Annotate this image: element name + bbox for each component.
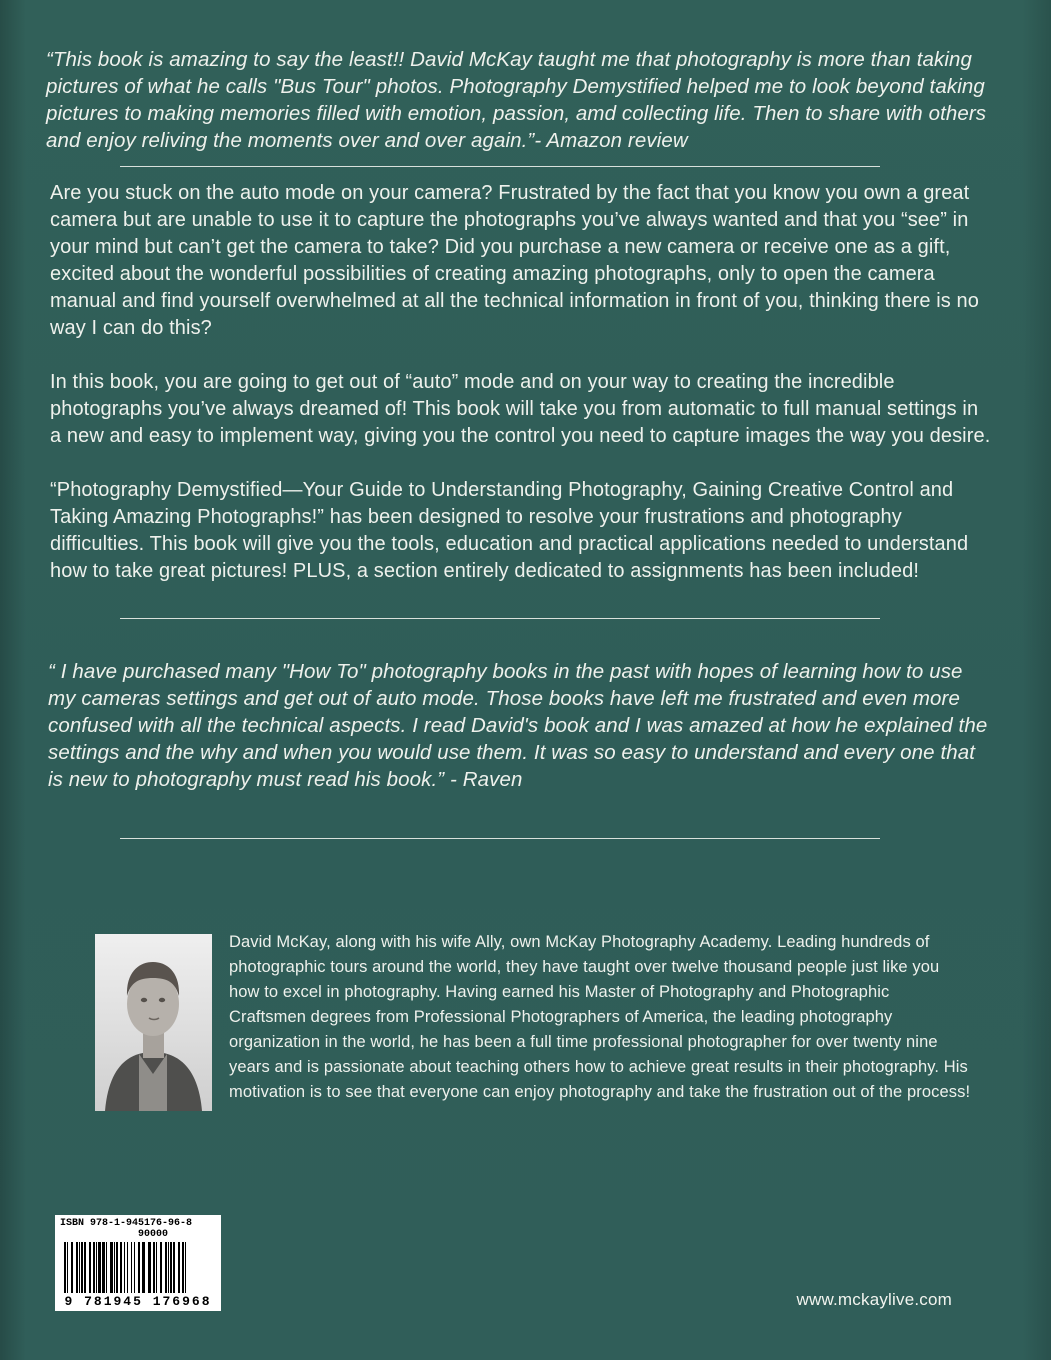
barcode-bars [60,1242,216,1293]
divider [120,166,880,167]
description-paragraph-2: In this book, you are going to get out of “auto” mode and on your way to creating the incredible photographs you’ve always dreamed of! This book will take you from automatic to full manual settings in a new and easy to implement way, giving you the control you need to capture images the way you desire. [50,371,991,447]
description-paragraph-3: “Photography Demystified—Your Guide to Understanding Photography, Gaining Creative Control and Taking Amazing Photographs!” has been designed to resolve your frustrations and photography difficulties. This book will give you the tools, education and practical applications needed to understand how to take great pictures! PLUS, a section entirely dedicated to assignments has been included! [50,479,969,582]
barcode-digits: 9 781945 176968 [64,1294,212,1309]
description-paragraph-1: Are you stuck on the auto mode on your camera? Frustrated by the fact that you know you own a great camera but are unable to use it to capture the photographs you’ve always wanted and that you “see” in your mind but can’t get the camera to take? Did you purchase a new camera or receive one as a gift, excited about the wonderful possibilities of creating amazing photographs, only to open the camera manual and find yourself overwhelmed at all the technical information in front of you, thinking there is no way I can do this? [50,182,979,339]
website-url: www.mckaylive.com [796,1290,952,1309]
divider [120,838,880,839]
second-review-quote: “ I have purchased many "How To" photography books in the past with hopes of learning how to use my cameras settings and get out of auto mode. Those books have left me frustrated and even more confused with all the technical aspects. I read David's book and I was amazed at how he explained the settings and the why and when you would use them. It was so easy to understand and every one that is new to photography must read his book.” - Raven [48,660,988,791]
author-section [95,934,993,1111]
top-review-quote: “This book is amazing to say the least!! David McKay taught me that photography is more than taking pictures of what he calls "Bus Tour" photos. Photography Demystified helped me to look beyond taking pictures to making memories filled with emotion, passion, amd collecting life. Then to share with others and enjoy reliving the moments over and over again.”- Amazon review [46,48,987,152]
barcode-price-code: 90000 [137,1229,168,1240]
author-photo [95,934,212,1111]
isbn-barcode [55,1215,221,1311]
divider [120,618,880,619]
isbn-label: ISBN 978-1-945176-96-8 [60,1218,193,1229]
author-bio: David McKay, along with his wife Ally, own McKay Photography Academy. Leading hundreds of photographic tours around the world, they have taught over twelve thousand people just like you how to excel in photography. Having earned his Master of Photography and Photographic Craftsmen degrees from Professional Photographers of America, the leading photography organization in the world, he has been a full time professional photographer for over twenty nine years and is passionate about teaching others how to achieve great results in their photography. His motivation is to see that everyone can enjoy photography and take the frustration out of the process! [229,933,971,1101]
